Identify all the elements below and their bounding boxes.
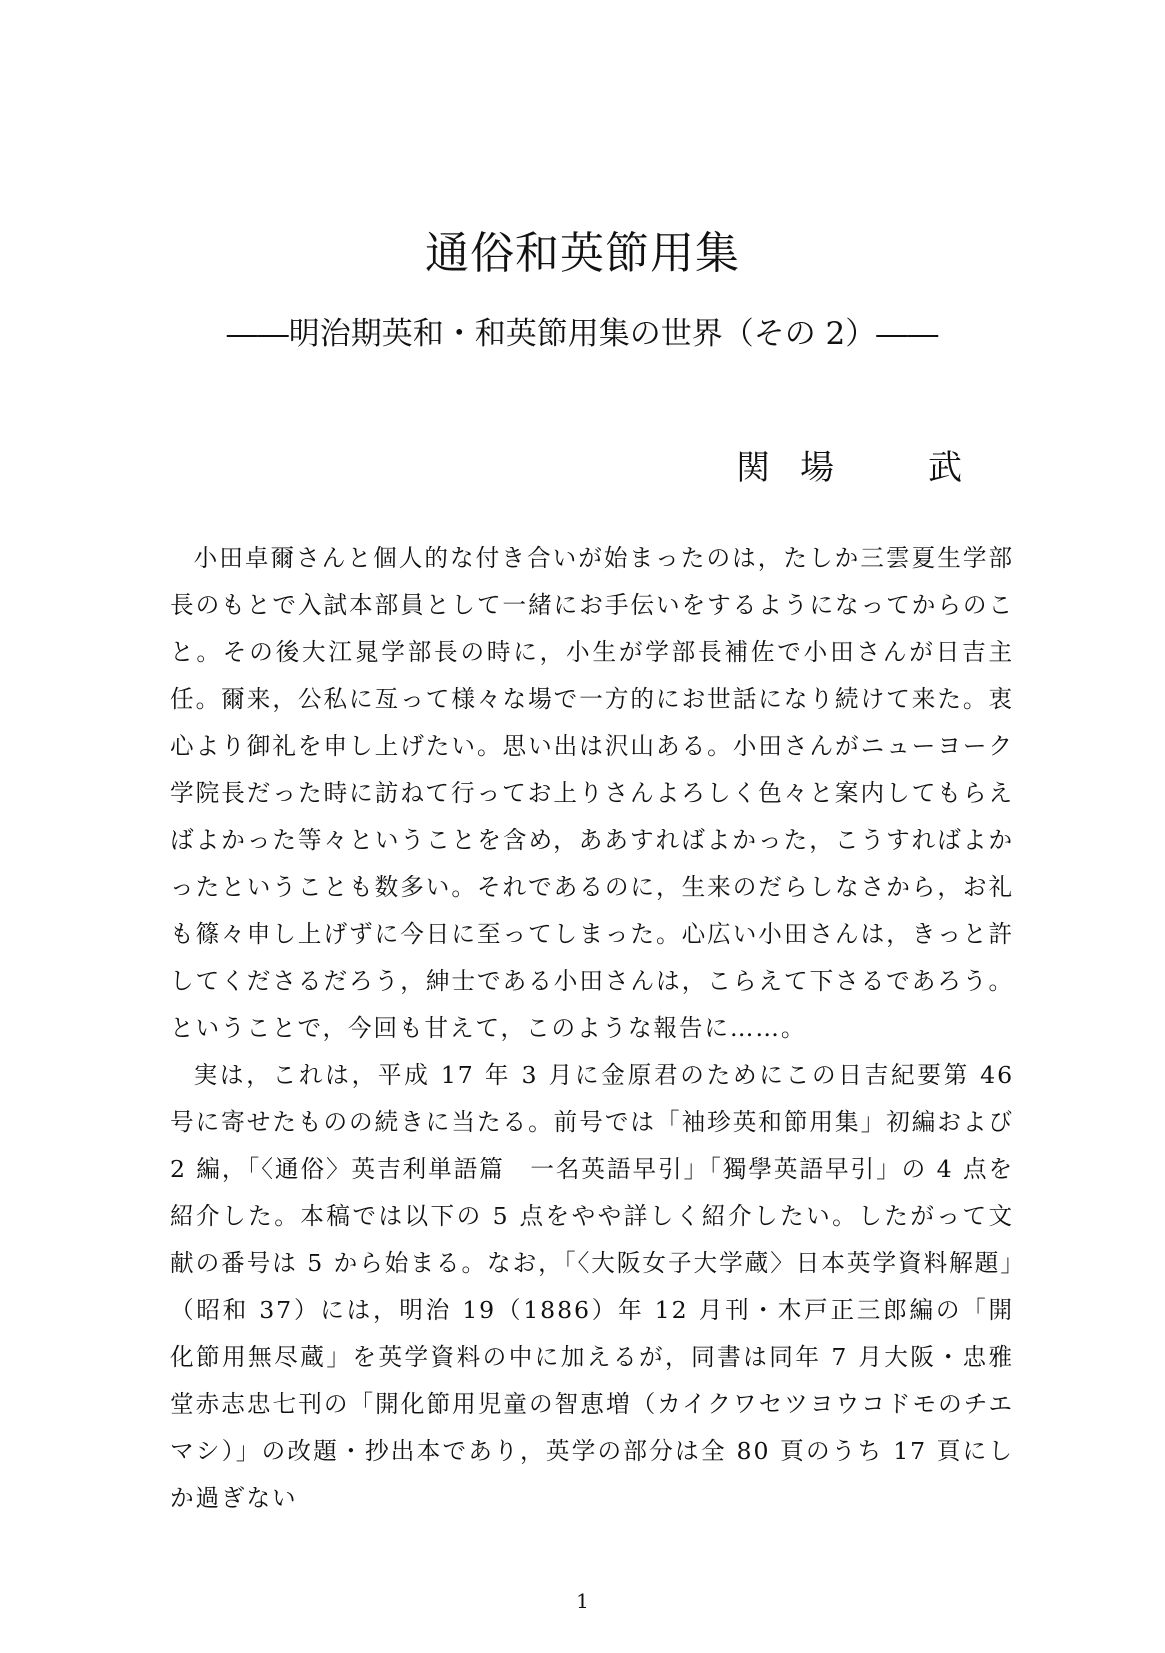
paragraph-2: 実は，これは，平成 17 年 3 月に金原君のためにこの日吉紀要第 46 号に寄せたものの続きに当たる。前号では「袖珍英和節用集」初編および 2 編，「〈通俗〉英吉利単語篇 一名英語早引」「獨學英語早引」の 4 点を紹介した。本稿では以下の 5 点をやや詳しく紹介したい。したがって文献の番号は 5 から始まる。なお，「〈大阪女子大学蔵〉日本英学資料解題」（昭和 37）には，明治 19（1886）年 12 月刊・木戸正三郎編の「開化節用無尽蔵」を英学資料の中に加えるが，同書は同年 7 月大阪・忠雅堂赤志忠七刊の「開化節用児童の智恵増（カイクワセツヨウコドモのチエマシ）」の改題・抄出本であり，英学の部分は全 80 頁のうち 17 頁にしか過ぎない (170, 1061, 1014, 1512)
article-subtitle: ――明治期英和・和英節用集の世界（その 2）―― (226, 316, 939, 352)
article-title: 通俗和英節用集 (425, 228, 740, 279)
author-name: 関場 武 (736, 448, 992, 488)
body-text (170, 535, 1014, 1522)
page-number: 1 (576, 1589, 589, 1613)
paragraph-1: 小田卓爾さんと個人的な付き合いが始まったのは，たしか三雲夏生学部長のもとで入試本部員として一緒にお手伝いをするようになってからのこと。その後大江晁学部長の時に，小生が学部長補佐で小田さんが日吉主任。爾来，公私に亙って様々な場で一方的にお世話になり続けて来た。衷心より御礼を申し上げたい。思い出は沢山ある。小田さんがニューヨーク学院長だった時に訪ねて行ってお上りさんよろしく色々と案内してもらえばよかった等々ということを含め，ああすればよかった，こうすればよかったということも数多い。それであるのに，生来のだらしなさから，お礼も篠々申し上げずに今日に至ってしまった。心広い小田さんは，きっと許してくださるだろう，紳士である小田さんは，こらえて下さるであろう。ということで，今回も甘えて，このような報告に……。 (170, 544, 1014, 1042)
